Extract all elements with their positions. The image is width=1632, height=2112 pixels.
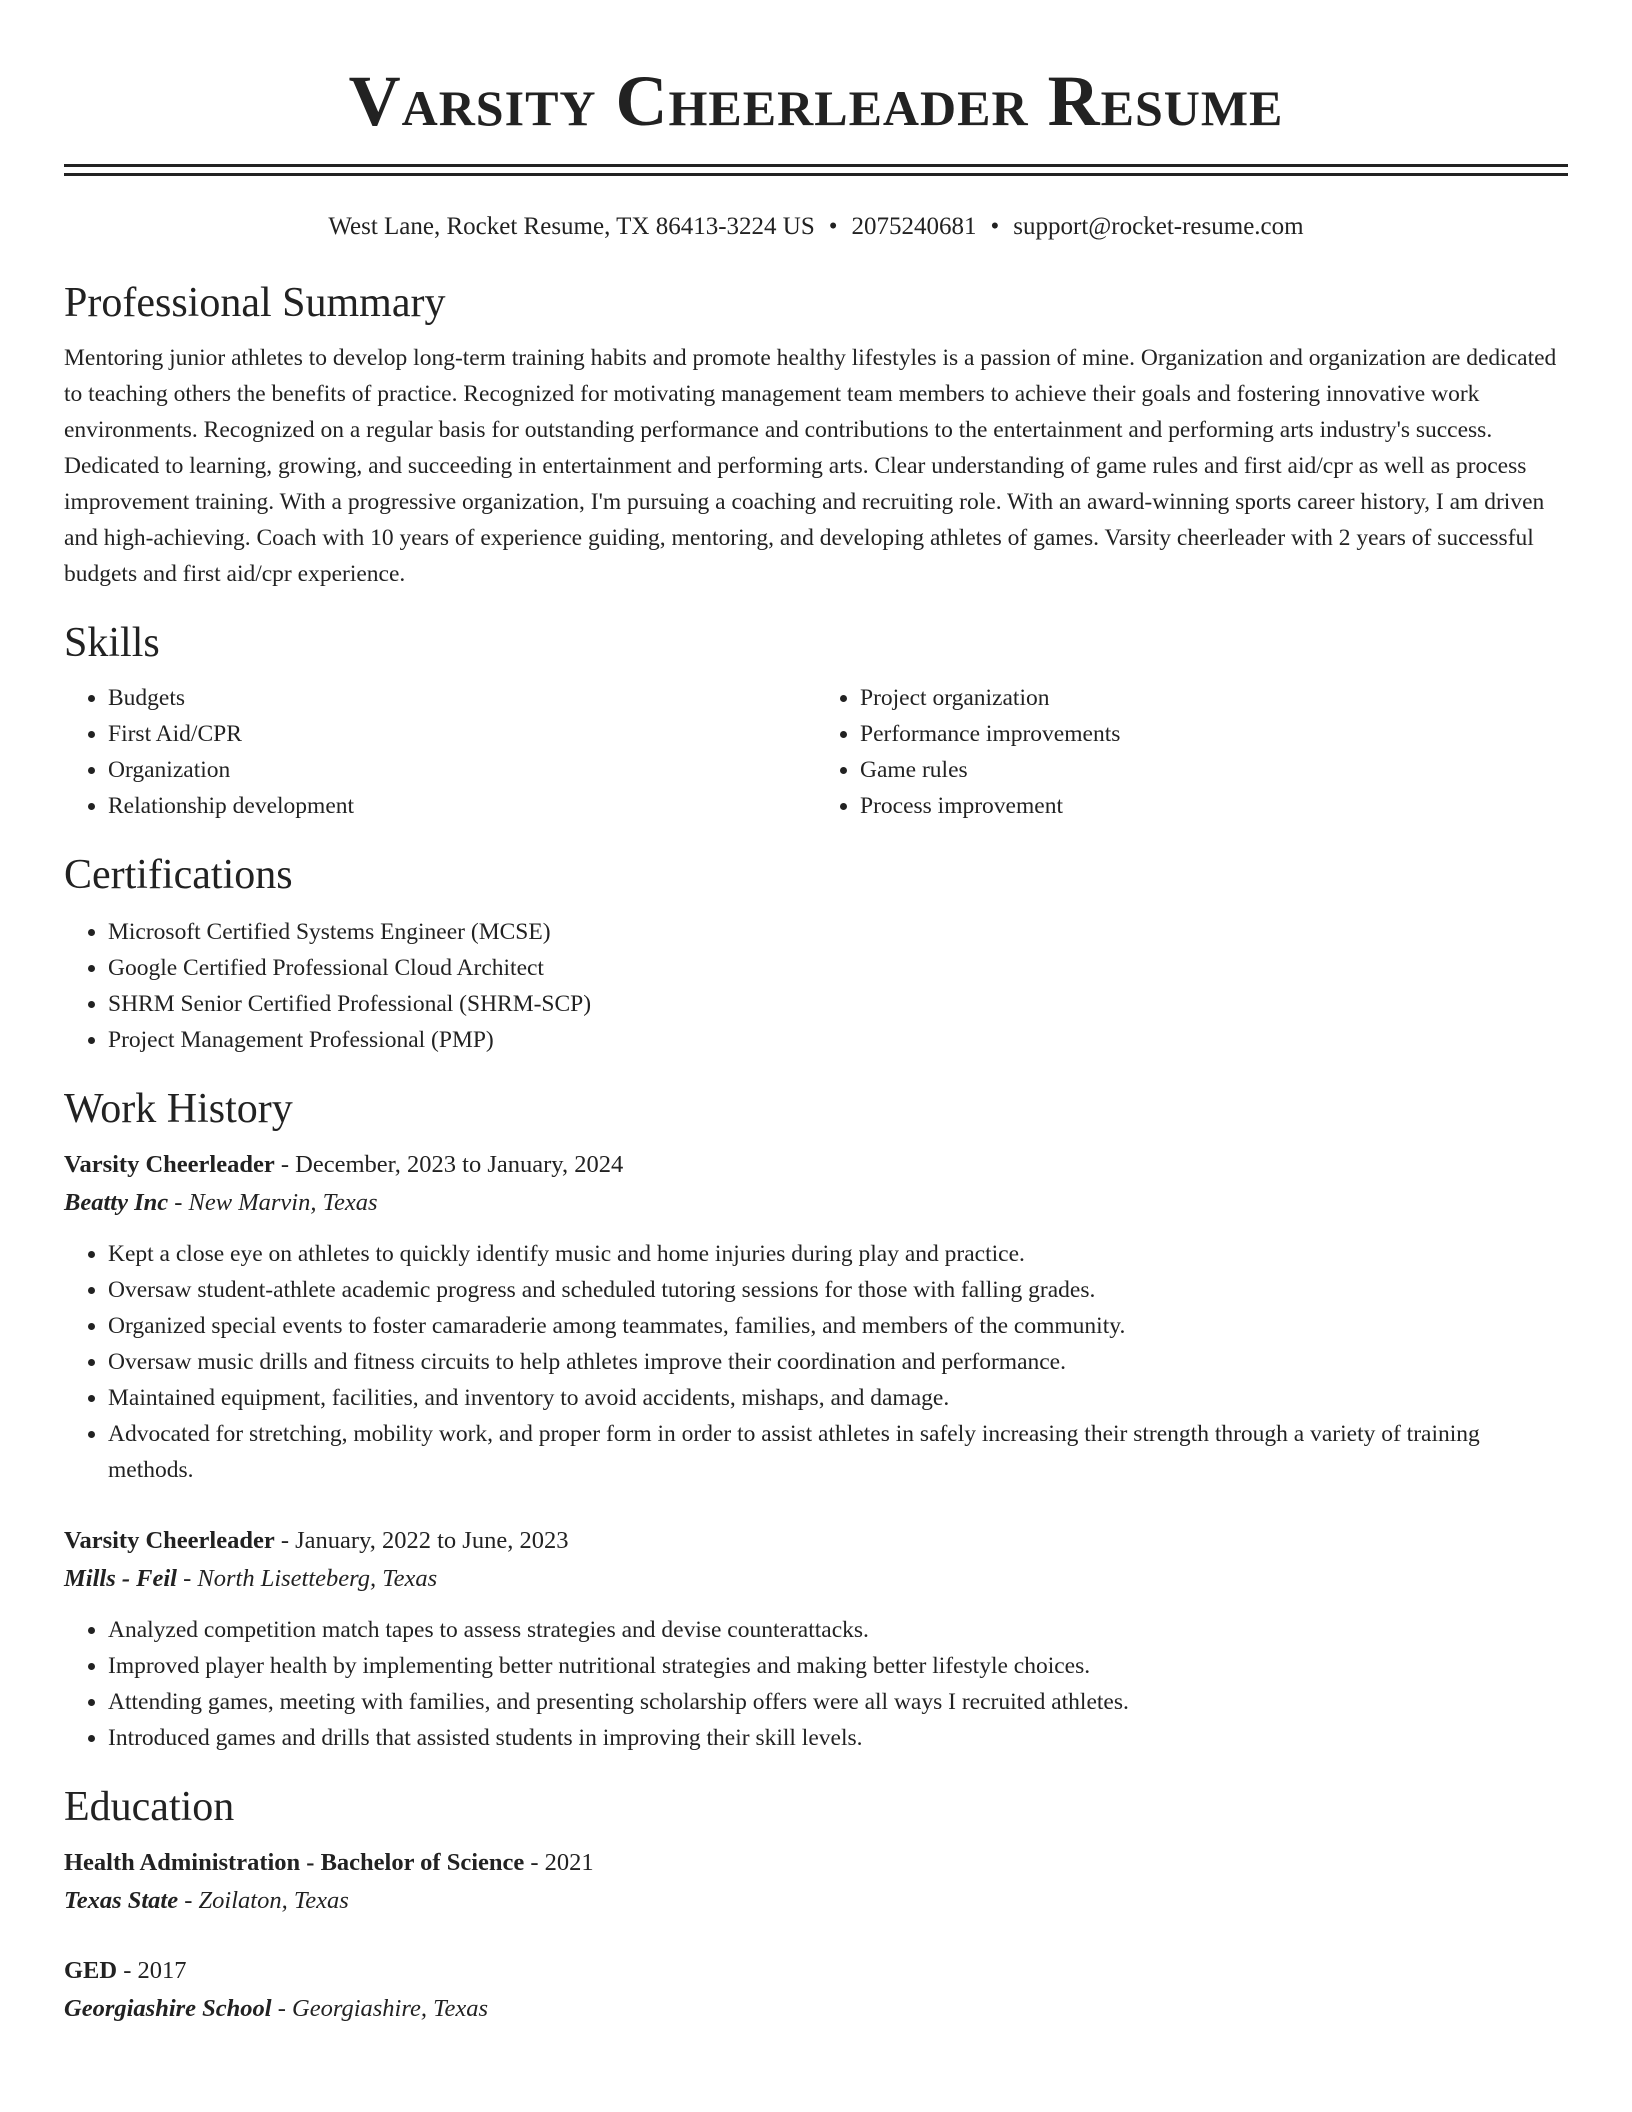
job-bullets (64, 1612, 1568, 1756)
certifications-list (64, 914, 1568, 1058)
job-dates: January, 2022 to June, 2023 (295, 1527, 569, 1554)
skill-item: • Relationship development (108, 788, 816, 824)
job-title: Varsity Cheerleader (64, 1151, 275, 1178)
job-location: New Marvin, Texas (188, 1189, 378, 1216)
job-bullets (64, 1236, 1568, 1488)
summary-section (64, 278, 1568, 592)
job-bullet: • Analyzed competition match tapes to assess strategies and devise counterattacks. (108, 1612, 1568, 1648)
contact-separator: • (828, 213, 838, 240)
education-year: 2017 (137, 1957, 187, 1984)
education-degree-line: Health Administration - Bachelor of Science - 2021 (64, 1849, 594, 1876)
job-bullet: • Maintained equipment, facilities, and inventory to avoid accidents, mishaps, and damage. (108, 1380, 1568, 1416)
education-school: Texas State (64, 1887, 179, 1914)
certification-item: • Microsoft Certified Systems Engineer (MCSE) (108, 914, 1568, 950)
education-location: Georgiashire, Texas (292, 1995, 489, 2022)
skills-columns (64, 680, 1568, 824)
skill-item: • Organization (108, 752, 816, 788)
job-bullet: • Advocated for stretching, mobility work, and proper form in order to assist athletes in safely increasing their strength through a variety of training methods. (108, 1416, 1568, 1488)
education-heading: Education (64, 1784, 235, 1830)
certifications-heading: Certifications (64, 852, 293, 898)
education-school-line: Texas State - Zoilaton, Texas (64, 1887, 349, 1914)
work-history-heading: Work History (64, 1086, 293, 1132)
job-company-line: Mills - Feil - North Lisetteberg, Texas (64, 1565, 438, 1592)
title-divider-thin (64, 173, 1568, 176)
certification-item: • SHRM Senior Certified Professional (SHRM-SCP) (108, 986, 1568, 1022)
job-bullet: • Improved player health by implementing better nutritional strategies and making better lifestyle choices. (108, 1648, 1568, 1684)
education-school-line: Georgiashire School - Georgiashire, Texas (64, 1995, 489, 2022)
title-divider-thick (64, 164, 1568, 167)
skills-list-left (64, 680, 816, 824)
skills-heading: Skills (64, 620, 160, 666)
summary-text: Mentoring junior athletes to develop long-term training habits and promote healthy lifestyles is a passion of mine. Organization and organization are dedicated to teaching others the benefits of practice. Recognized for motivating management team members to achieve their goals and fostering innovative work environments. Recognized on a regular basis for outstanding performance and contributions to the entertainment and performing arts industry's success. Dedicated to learning, growing, and succeeding in entertainment and performing arts. Clear understanding of game rules and first aid/cpr as well as process improvement training. With a progressive organization, I'm pursuing a coaching and recruiting role. With an award-winning sports career history, I am driven and high-achieving. Coach with 10 years of experience guiding, mentoring, and developing athletes of games. Varsity cheerleader with 2 years of successful budgets and first aid/cpr experience. (64, 345, 1557, 587)
contact-phone: 2075240681 (851, 213, 977, 240)
education-degree-line: GED - 2017 (64, 1957, 187, 1984)
education-year: 2021 (544, 1849, 594, 1876)
job-company: Beatty Inc (64, 1189, 169, 1216)
summary-heading: Professional Summary (64, 280, 446, 326)
job-bullet: • Kept a close eye on athletes to quickly identify music and home injuries during play and practice. (108, 1236, 1568, 1272)
skill-item: • Project organization (860, 680, 1568, 716)
job-bullet: • Introduced games and drills that assisted students in improving their skill levels. (108, 1720, 1568, 1756)
job-bullet: • Attending games, meeting with families, and presenting scholarship offers were all ways I recruited athletes. (108, 1684, 1568, 1720)
contact-separator: • (990, 213, 1000, 240)
contact-email: support@rocket-resume.com (1013, 213, 1304, 240)
job-bullet: • Organized special events to foster camaraderie among teammates, families, and members of the community. (108, 1308, 1568, 1344)
skill-item: • First Aid/CPR (108, 716, 816, 752)
certifications-section (64, 850, 1568, 1058)
education-entry (64, 1844, 1568, 1920)
education-location: Zoilaton, Texas (198, 1887, 349, 1914)
education-degree: GED (64, 1957, 118, 1984)
certification-item: • Project Management Professional (PMP) (108, 1022, 1568, 1058)
contact-line (64, 210, 1568, 244)
job-company-line: Beatty Inc - New Marvin, Texas (64, 1189, 378, 1216)
job-bullet: • Oversaw music drills and fitness circuits to help athletes improve their coordination and performance. (108, 1344, 1568, 1380)
contact-address: West Lane, Rocket Resume, TX 86413-3224 US (328, 213, 815, 240)
job-title-line: Varsity Cheerleader - December, 2023 to January, 2024 (64, 1151, 624, 1178)
skill-item: • Process improvement (860, 788, 1568, 824)
work-history-section (64, 1084, 1568, 1756)
skills-list-right (816, 680, 1568, 824)
job-title: Varsity Cheerleader (64, 1527, 275, 1554)
certification-item: • Google Certified Professional Cloud Architect (108, 950, 1568, 986)
education-entry (64, 1952, 1568, 2028)
job-location: North Lisetteberg, Texas (197, 1565, 438, 1592)
job-dates: December, 2023 to January, 2024 (295, 1151, 624, 1178)
education-degree: Health Administration - Bachelor of Science (64, 1849, 525, 1876)
resume-title: Varsity Cheerleader Resume (348, 61, 1284, 141)
job-entry (64, 1146, 1568, 1488)
job-title-line: Varsity Cheerleader - January, 2022 to June, 2023 (64, 1527, 569, 1554)
job-entry (64, 1522, 1568, 1756)
job-company: Mills - Feil (64, 1565, 177, 1592)
job-bullet: • Oversaw student-athlete academic progress and scheduled tutoring sessions for those with falling grades. (108, 1272, 1568, 1308)
education-school: Georgiashire School (64, 1995, 272, 2022)
skills-section (64, 618, 1568, 824)
skill-item: • Game rules (860, 752, 1568, 788)
education-section (64, 1782, 1568, 2028)
skill-item: • Performance improvements (860, 716, 1568, 752)
skill-item: • Budgets (108, 680, 816, 716)
